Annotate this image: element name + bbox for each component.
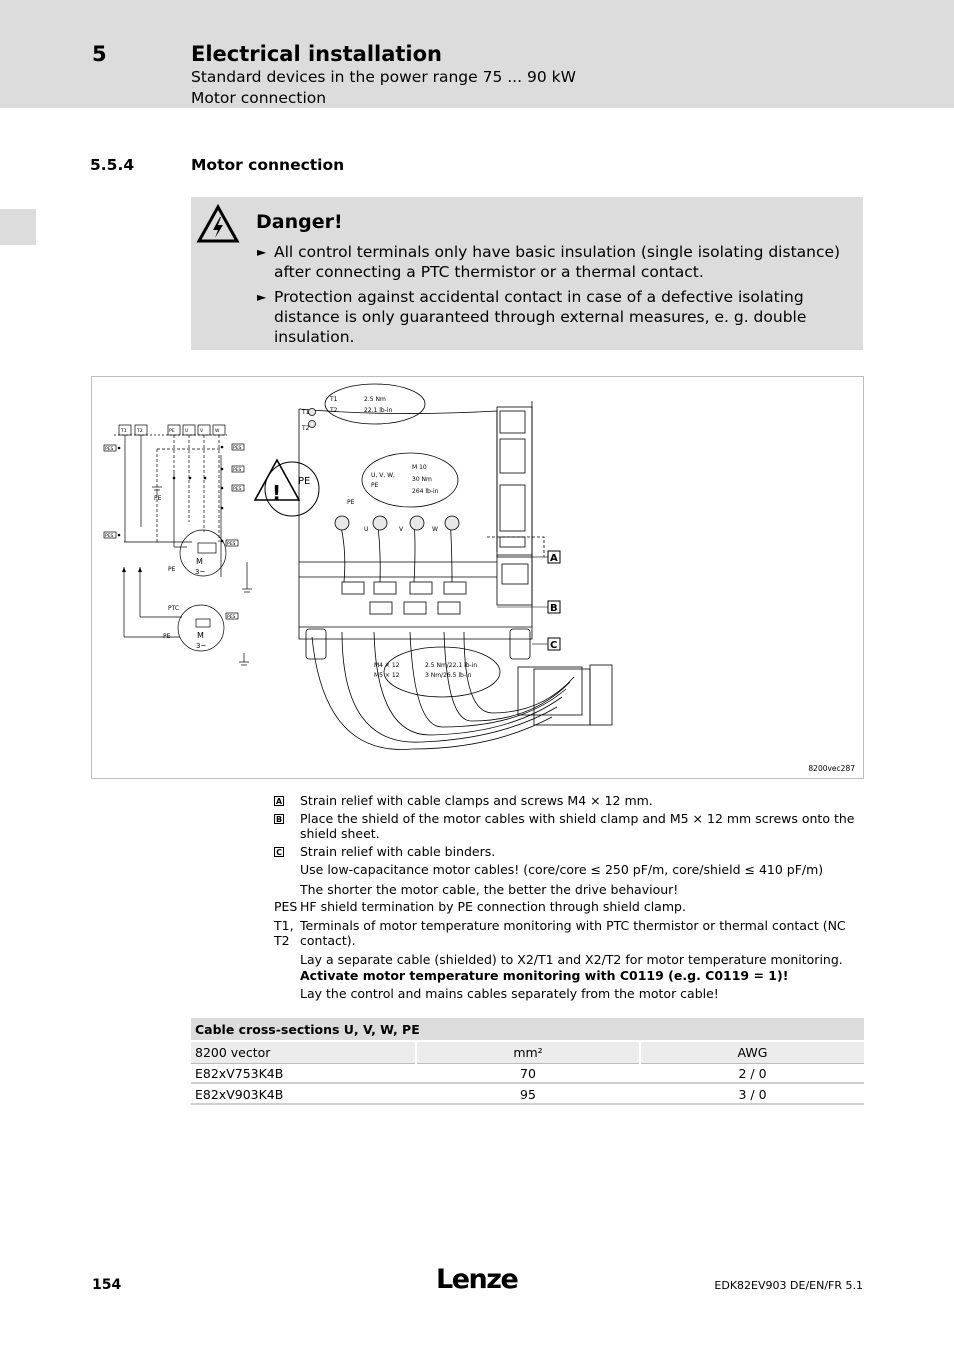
label-pes: PES xyxy=(233,468,242,473)
label-m5: M5 × 12 xyxy=(374,672,400,679)
label-pe: PE xyxy=(347,499,355,506)
label-torque-terminal: 2.5 Nm xyxy=(364,396,386,403)
table-cell: E82xV753K4B xyxy=(195,1066,284,1081)
label-w: W xyxy=(215,429,220,434)
callout-c xyxy=(548,638,560,651)
warning-glyph: ! xyxy=(272,481,282,505)
svg-text:C: C xyxy=(550,640,558,651)
electrical-hazard-icon xyxy=(196,204,240,244)
label-pe: PE xyxy=(298,476,311,487)
danger-item: ► All control terminals only have basic insulation (single isolating distance) after connecting a PTC thermistor or a thermal contact. xyxy=(257,243,841,281)
label-pes: PES xyxy=(227,542,236,547)
label-t2: T2 xyxy=(330,407,338,414)
label-pes: PES xyxy=(227,615,236,620)
danger-box xyxy=(191,197,863,350)
label-uvw: U, V, W, xyxy=(371,472,395,479)
page-number: 154 xyxy=(92,1277,122,1293)
schematic xyxy=(104,425,247,662)
label-m4: M4 × 12 xyxy=(374,662,400,669)
label-t1: T1 xyxy=(121,429,127,434)
document-reference: EDK82EV903 DE/EN/FR 5.1 xyxy=(714,1279,863,1292)
chapter-subtitle: Standard devices in the power range 75 ... 90 kW xyxy=(191,68,576,86)
label-torque-m10: 30 Nm xyxy=(412,476,432,483)
chapter-header xyxy=(0,0,954,108)
label-motor: M xyxy=(196,557,203,566)
section-title: Motor connection xyxy=(191,156,345,174)
label-t2: T2 xyxy=(137,429,143,434)
column-header: AWG xyxy=(641,1042,864,1064)
table-header-row xyxy=(191,1042,864,1064)
label-pes: PES xyxy=(233,446,242,451)
label-torque-m4: 2.5 Nm/22.1 lb-in xyxy=(425,662,478,669)
label-3-phase: 3~ xyxy=(195,568,206,576)
label-pe: PE xyxy=(163,633,171,640)
callout-a xyxy=(548,551,560,564)
danger-title: Danger! xyxy=(256,211,343,233)
wiring-diagram xyxy=(92,377,863,778)
svg-text:A: A xyxy=(550,553,558,564)
table-cell: 3 / 0 xyxy=(738,1087,767,1102)
label-pes: PES xyxy=(105,447,114,452)
label-pes: PES xyxy=(233,487,242,492)
label-t1: T1 xyxy=(302,409,310,416)
label-m10: M 10 xyxy=(412,464,427,471)
label-torque-terminal-lb: 22.1 lb-in xyxy=(364,407,393,414)
table-cell: 2 / 0 xyxy=(738,1066,767,1081)
section-number: 5.5.4 xyxy=(90,156,135,174)
table-cell: E82xV903K4B xyxy=(195,1087,284,1102)
svg-text:B: B xyxy=(550,603,558,614)
chapter-title: Electrical installation xyxy=(191,42,442,66)
label-v: V xyxy=(399,526,404,533)
table-row xyxy=(191,1085,864,1105)
label-pe: PE xyxy=(154,495,162,502)
table-cell: 95 xyxy=(520,1087,536,1102)
table-caption: Cable cross-sections U, V, W, PE xyxy=(191,1018,864,1040)
warning-icon xyxy=(255,460,319,516)
label-torque-m5: 3 Nm/26.5 lb-in xyxy=(425,672,472,679)
danger-item: ► Protection against accidental contact in case of a defective isolating distance is only guaranteed through external measures, e. g. double insulation. xyxy=(257,288,807,346)
label-v: V xyxy=(200,429,204,434)
label-motor: M xyxy=(197,631,204,640)
label-ptc: PTC xyxy=(168,605,180,612)
label-u: U xyxy=(185,429,189,434)
column-header: mm² xyxy=(417,1042,639,1064)
label-pes: PES xyxy=(105,534,114,539)
table-row xyxy=(191,1064,864,1084)
label-torque-m10-lb: 264 lb-in xyxy=(412,488,439,495)
motor-connection-figure xyxy=(91,376,864,779)
label-t1: T1 xyxy=(330,396,338,403)
label-w: W xyxy=(432,526,438,533)
lenze-logo: Lenze xyxy=(436,1264,518,1295)
figure-code: 8200vec287 xyxy=(808,764,855,773)
chapter-side-tab xyxy=(0,209,36,245)
label-pe: PE xyxy=(168,566,176,573)
chapter-number: 5 xyxy=(92,42,107,66)
label-u: U xyxy=(364,526,369,533)
callout-b xyxy=(548,601,560,614)
table-cell: 70 xyxy=(520,1066,536,1081)
label-3-phase: 3~ xyxy=(196,642,207,650)
chapter-subtitle-2: Motor connection xyxy=(191,89,327,107)
label-t2: T2 xyxy=(302,425,310,432)
column-header: 8200 vector xyxy=(191,1042,415,1064)
label-pe: PE xyxy=(169,429,175,434)
device-drawing xyxy=(299,384,612,750)
label-pe: PE xyxy=(371,482,379,489)
